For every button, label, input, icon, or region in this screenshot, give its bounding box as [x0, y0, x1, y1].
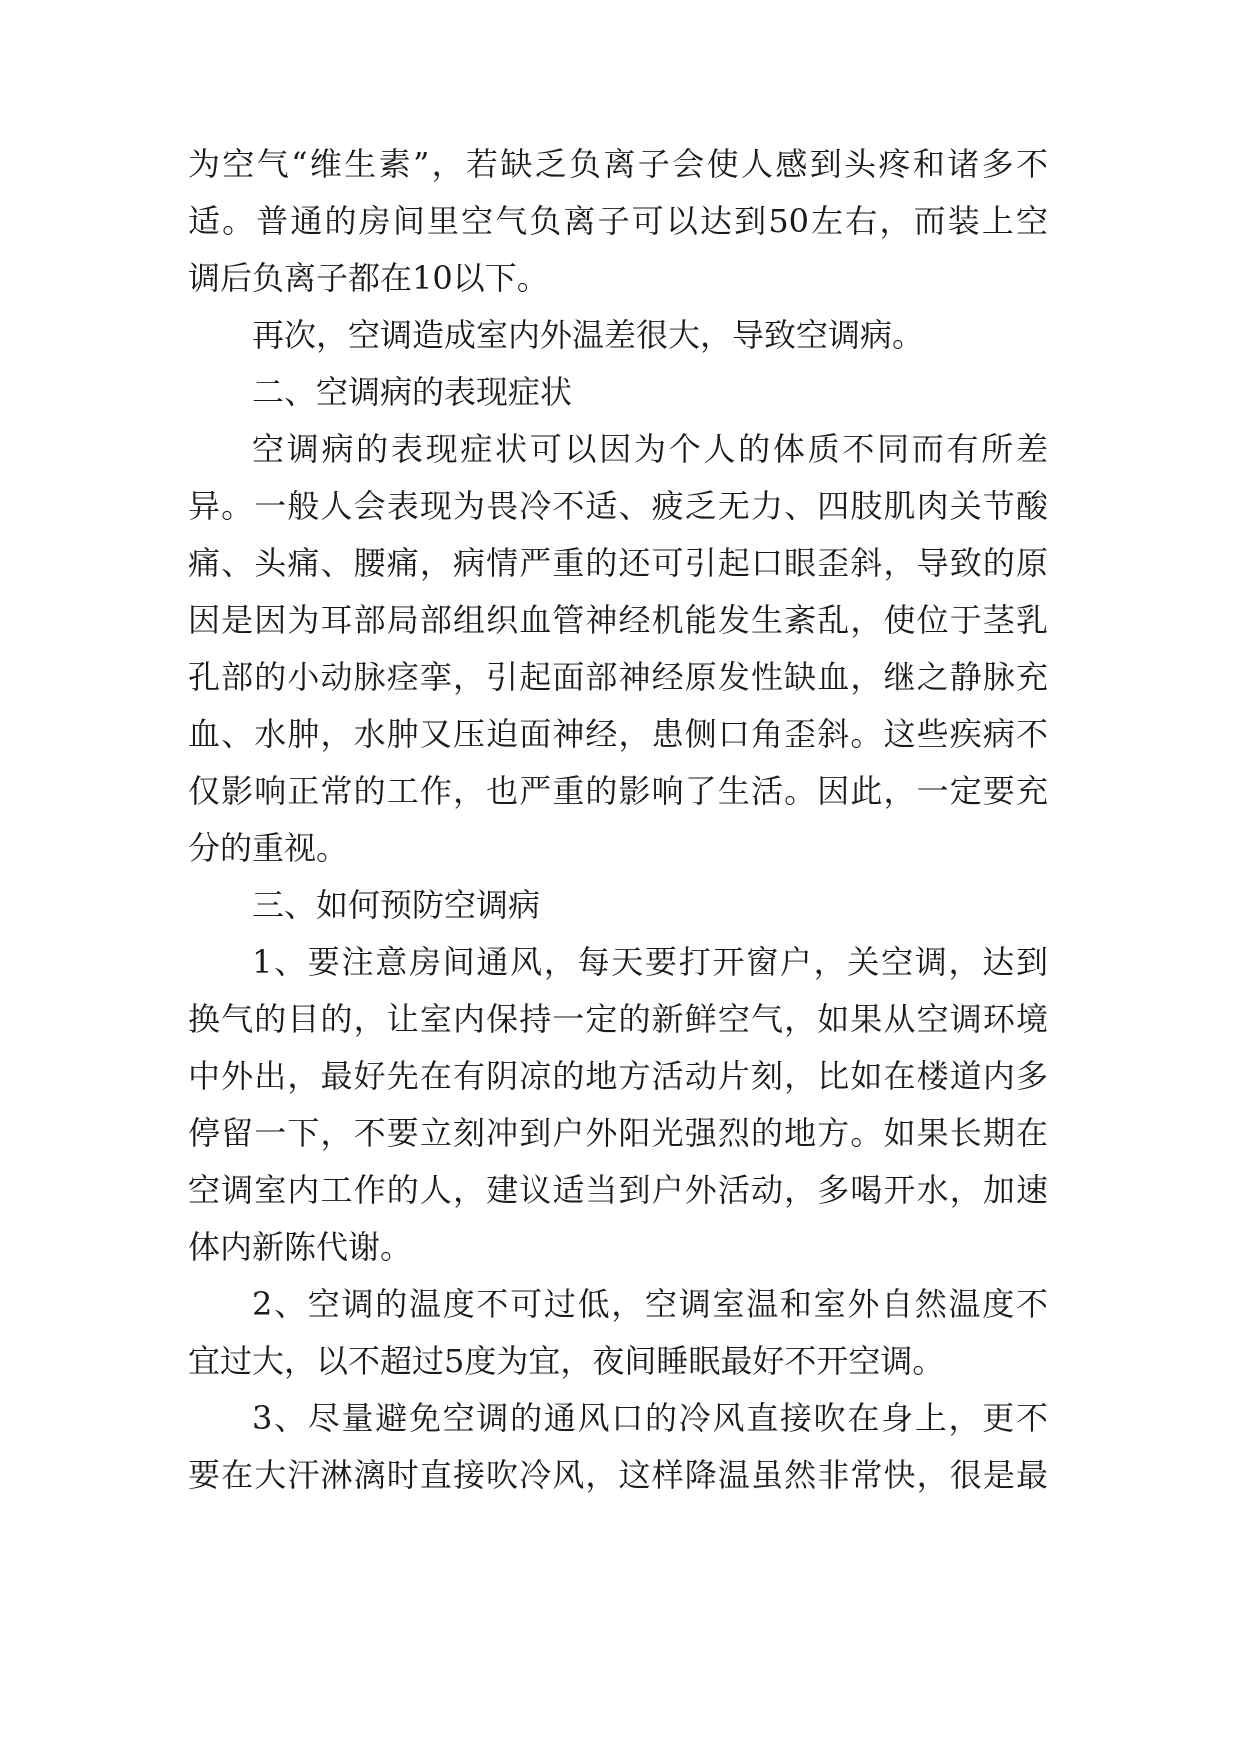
text-line-22: 宜过大，以不超过5度为宜，夜间睡眠最好不开空调。	[188, 1342, 945, 1380]
text-line-17: 中外出，最好先在有阴凉的地方活动片刻，比如在楼道内多	[188, 1057, 1048, 1095]
text-line-12: 仅影响正常的工作，也严重的影响了生活。因此，一定要充	[188, 772, 1048, 810]
text-line-3: 调后负离子都在10以下。	[188, 259, 549, 297]
text-line-20: 体内新陈代谢。	[188, 1228, 413, 1266]
text-line-11: 血、水肿，水肿又压迫面神经，患侧口角歪斜。这些疾病不	[188, 715, 1048, 753]
text-line-7: 异。一般人会表现为畏冷不适、疲乏无力、四肢肌肉关节酸	[188, 487, 1048, 525]
section-heading-3: 三、如何预防空调病	[252, 886, 541, 924]
paragraph-line: 再次，空调造成室内外温差很大，导致空调病。	[252, 316, 925, 354]
text-line-23: 3、尽量避免空调的通风口的冷风直接吹在身上，更不	[252, 1399, 1048, 1437]
text-line-18: 停留一下，不要立刻冲到户外阳光强烈的地方。如果长期在	[188, 1114, 1048, 1152]
text-line-8: 痛、头痛、腰痛，病情严重的还可引起口眼歪斜，导致的原	[188, 544, 1048, 582]
text-line-1: 为空气“维生素”，若缺乏负离子会使人感到头疼和诸多不	[188, 145, 1048, 183]
text-line-2: 适。普通的房间里空气负离子可以达到50左右，而装上空	[188, 202, 1048, 240]
text-line-24: 要在大汗淋漓时直接吹冷风，这样降温虽然非常快，很是最	[188, 1456, 1048, 1494]
text-line-6: 空调病的表现症状可以因为个人的体质不同而有所差	[252, 430, 1048, 468]
text-line-9: 因是因为耳部局部组织血管神经机能发生紊乱，使位于茎乳	[188, 601, 1048, 639]
text-line-10: 孔部的小动脉痉挛，引起面部神经原发性缺血，继之静脉充	[188, 658, 1048, 696]
text-line-15: 1、要注意房间通风，每天要打开窗户，关空调，达到	[252, 943, 1048, 981]
text-line-19: 空调室内工作的人，建议适当到户外活动，多喝开水，加速	[188, 1171, 1048, 1209]
text-line-16: 换气的目的，让室内保持一定的新鲜空气，如果从空调环境	[188, 1000, 1048, 1038]
section-heading-2: 二、空调病的表现症状	[252, 373, 573, 411]
text-line-13: 分的重视。	[188, 829, 349, 867]
text-line-21: 2、空调的温度不可过低，空调室温和室外自然温度不	[252, 1285, 1048, 1323]
